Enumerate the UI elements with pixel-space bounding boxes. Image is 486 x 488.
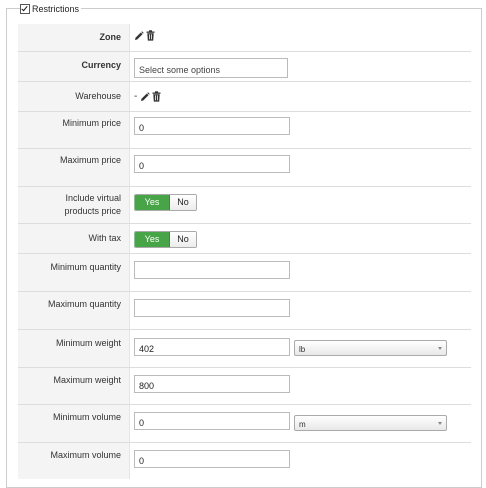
pencil-icon[interactable]: [140, 92, 150, 102]
volume-unit-select[interactable]: [294, 415, 447, 431]
include-virtual-toggle: [134, 194, 197, 211]
max-weight-label-cell: [18, 368, 130, 404]
warehouse-value: -: [134, 91, 138, 102]
max-weight-input[interactable]: 800: [134, 375, 290, 393]
min-volume-row: [18, 405, 471, 443]
restrictions-checkbox[interactable]: [20, 4, 30, 14]
pencil-icon[interactable]: [134, 31, 144, 41]
max-price-label-cell: [18, 149, 130, 186]
zone-label-cell: [18, 24, 130, 51]
max-price-label: Maximum price: [59, 155, 121, 165]
max-price-row: [18, 149, 471, 187]
trash-icon[interactable]: [146, 30, 155, 41]
min-volume-label-cell: [18, 405, 130, 442]
currency-label: Currency: [81, 60, 121, 70]
max-weight-row: [18, 368, 471, 405]
with-tax-label: With tax: [88, 233, 121, 243]
min-weight-label: Minimum weight: [55, 338, 121, 348]
max-quantity-label: Maximum quantity: [47, 299, 121, 309]
chevron-down-icon: [438, 422, 442, 425]
zone-row: [18, 24, 471, 52]
include-virtual-label-cell: [18, 187, 130, 223]
include-virtual-label-line2: products price: [64, 206, 121, 216]
currency-multiselect[interactable]: Select some options: [134, 58, 288, 78]
include-virtual-yes-button[interactable]: Yes: [135, 195, 170, 210]
min-quantity-label-cell: [18, 254, 130, 291]
warehouse-row: [18, 82, 471, 112]
warehouse-label: Warehouse: [75, 91, 121, 101]
max-volume-input[interactable]: 0: [134, 450, 290, 468]
with-tax-yes-button[interactable]: Yes: [135, 232, 170, 247]
include-virtual-no-button[interactable]: No: [170, 195, 196, 210]
min-weight-label-cell: [18, 330, 130, 367]
include-virtual-label-line1: Include virtual: [65, 193, 121, 203]
with-tax-no-button[interactable]: No: [170, 232, 196, 247]
max-volume-row: [18, 443, 471, 479]
max-weight-label: Maximum weight: [53, 375, 121, 385]
restrictions-title: Restrictions: [32, 3, 80, 14]
min-price-label-cell: [18, 112, 130, 148]
with-tax-toggle: [134, 231, 197, 248]
chevron-down-icon: [438, 347, 442, 350]
volume-unit-value: m: [299, 420, 306, 429]
warehouse-label-cell: [18, 82, 130, 111]
min-quantity-input[interactable]: [134, 261, 290, 279]
max-quantity-row: [18, 292, 471, 330]
max-quantity-label-cell: [18, 292, 130, 329]
min-price-label: Minimum price: [62, 118, 121, 128]
max-volume-label: Maximum volume: [50, 450, 121, 460]
include-virtual-row: [18, 187, 471, 224]
max-price-input[interactable]: 0: [134, 155, 290, 173]
min-quantity-label: Minimum quantity: [50, 262, 121, 272]
min-volume-label: Minimum volume: [52, 412, 121, 422]
restrictions-legend[interactable]: [20, 2, 81, 15]
trash-icon[interactable]: [152, 91, 161, 102]
min-price-input[interactable]: 0: [134, 117, 290, 135]
max-volume-label-cell: [18, 443, 130, 479]
min-volume-input[interactable]: 0: [134, 412, 290, 430]
min-weight-row: [18, 330, 471, 368]
zone-label: Zone: [99, 32, 121, 42]
max-quantity-input[interactable]: [134, 299, 290, 317]
restrictions-table: [18, 24, 471, 479]
min-quantity-row: [18, 254, 471, 292]
weight-unit-value: lb: [299, 345, 306, 354]
min-price-row: [18, 112, 471, 149]
currency-row: [18, 52, 471, 82]
min-weight-input[interactable]: 402: [134, 338, 290, 356]
weight-unit-select[interactable]: [294, 340, 447, 356]
with-tax-row: [18, 224, 471, 254]
with-tax-label-cell: [18, 224, 130, 253]
currency-label-cell: [18, 52, 130, 81]
